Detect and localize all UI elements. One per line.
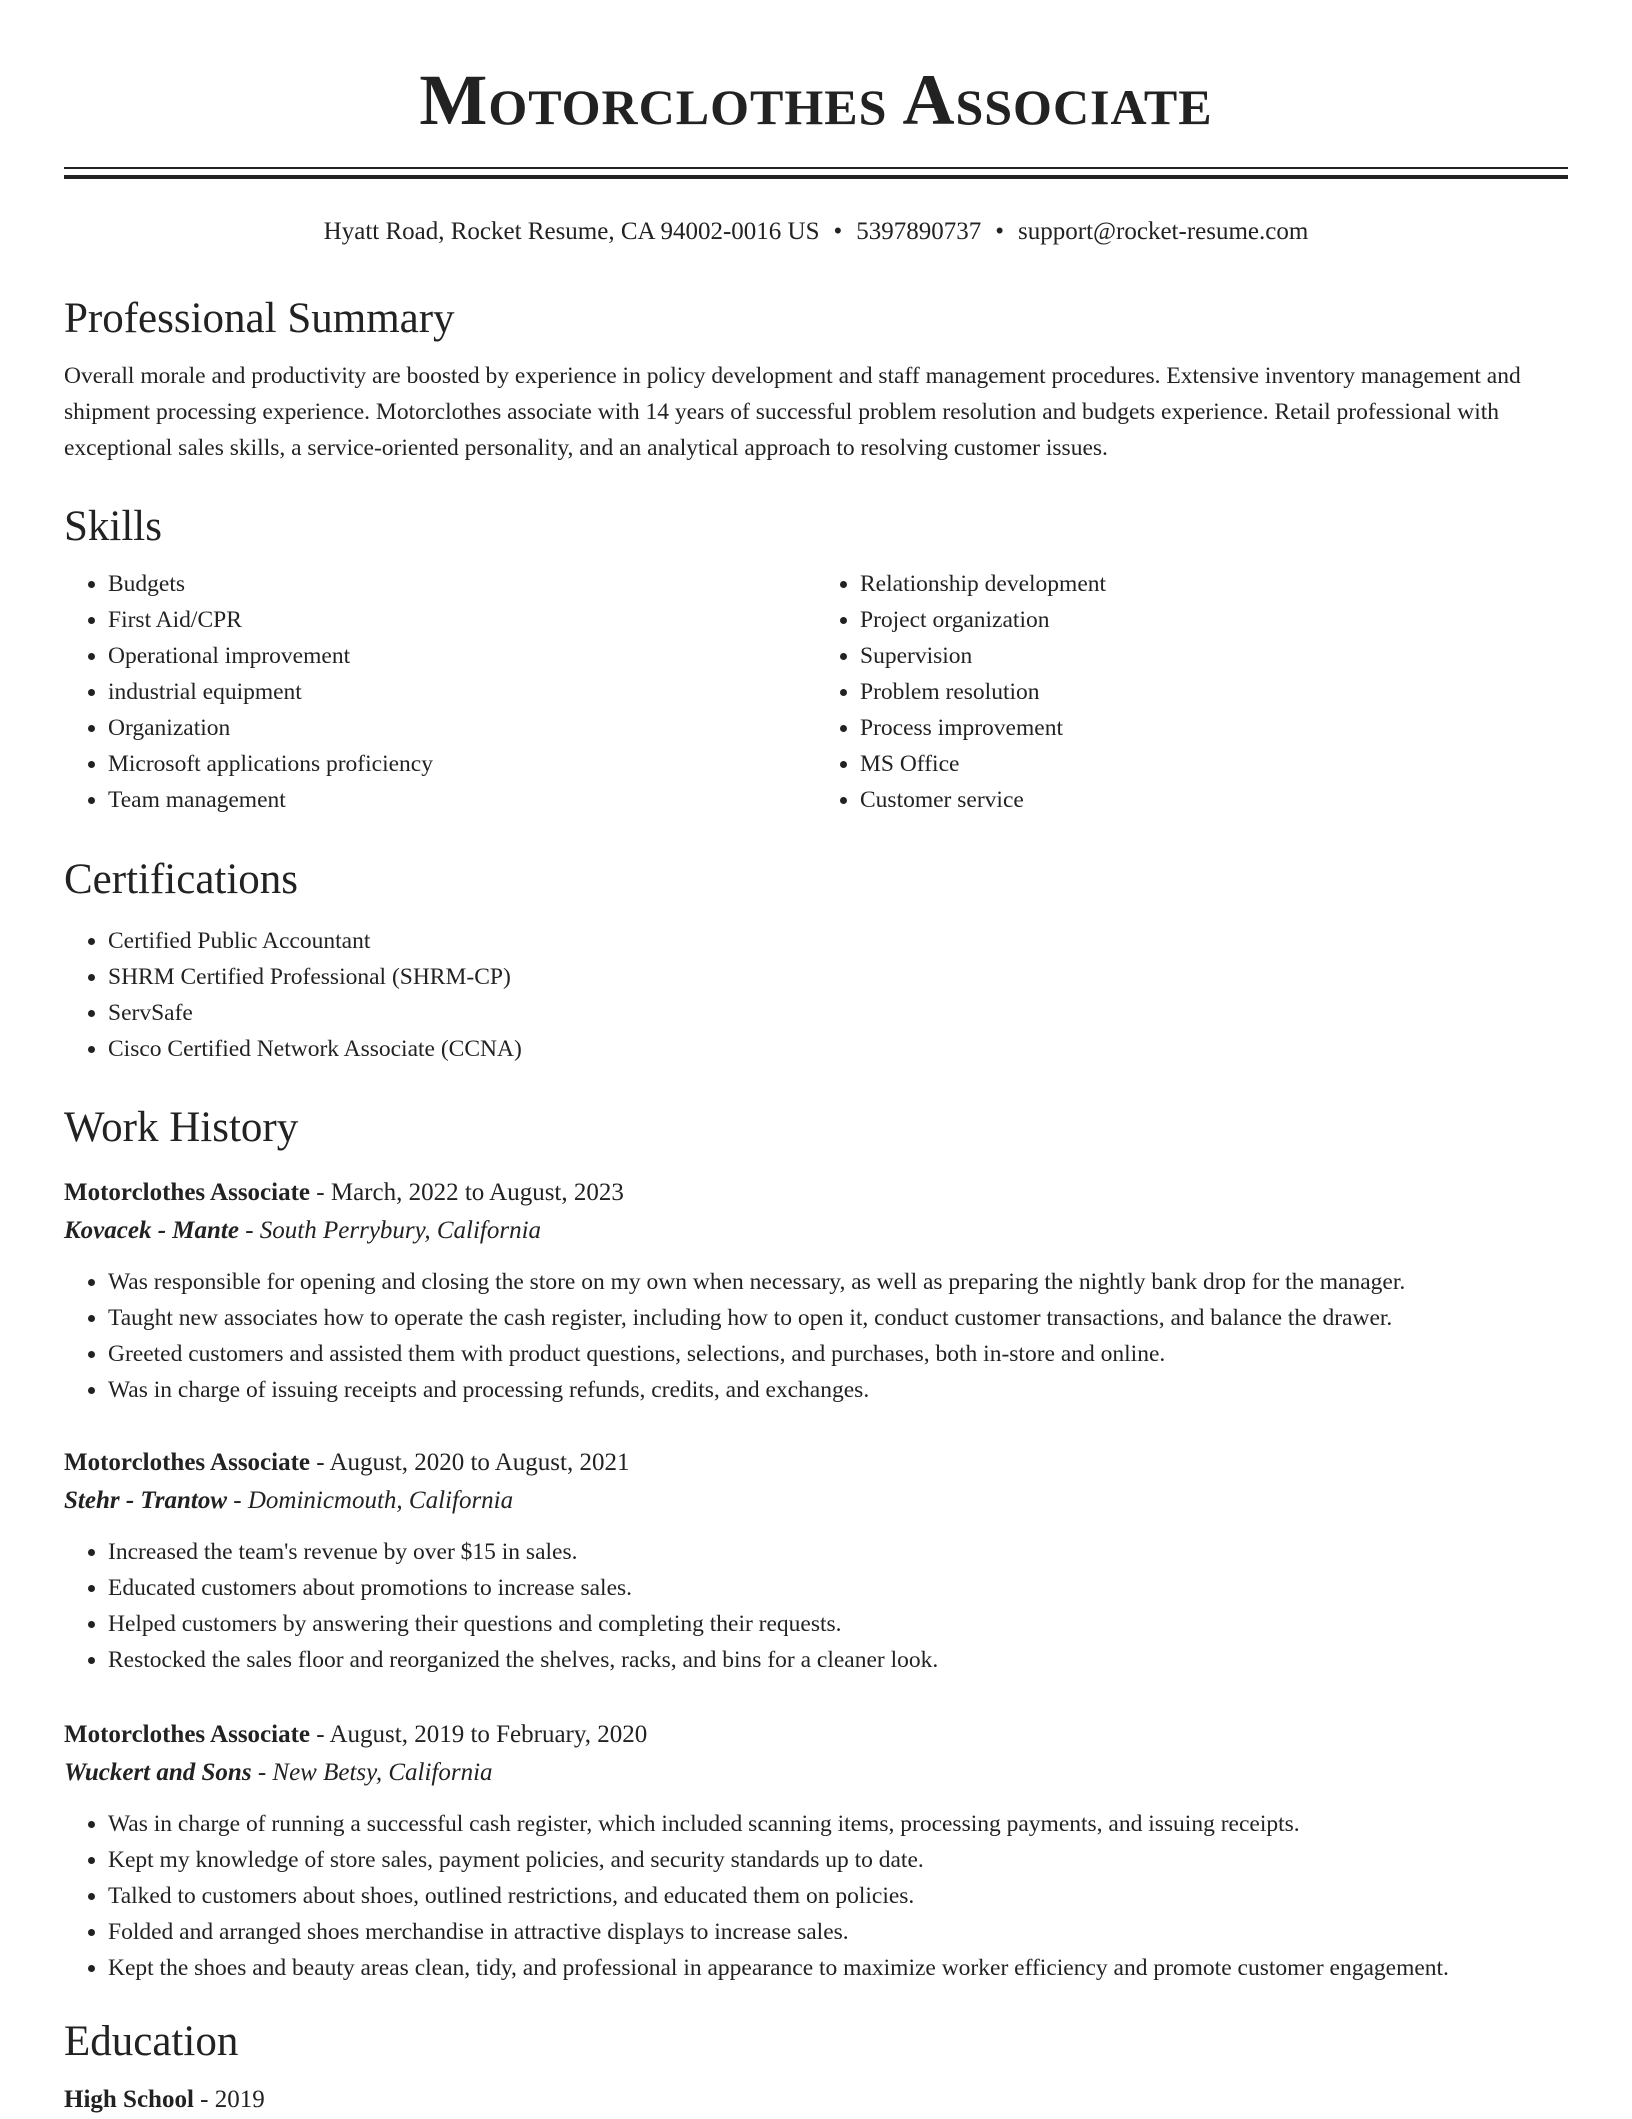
certification-item: • SHRM Certified Professional (SHRM-CP) bbox=[108, 959, 1568, 995]
job-bullet: • Helped customers by answering their questions and completing their requests. bbox=[108, 1606, 1568, 1642]
job-bullet: • Was in charge of issuing receipts and processing refunds, credits, and exchanges. bbox=[108, 1372, 1568, 1408]
education-section bbox=[64, 2017, 1568, 2119]
education-heading: Education bbox=[64, 2018, 239, 2065]
job-title-line bbox=[64, 1716, 1568, 1754]
job-company: Kovacek - Mante bbox=[64, 1217, 239, 1244]
job-dates: - March, 2022 to August, 2023 bbox=[310, 1179, 624, 1206]
certification-item: • Cisco Certified Network Associate (CCNA) bbox=[108, 1031, 1568, 1067]
job-bullets bbox=[64, 1264, 1568, 1408]
job-bullet: • Taught new associates how to operate the cash register, including how to open it, conduct customer transactions, and balance the drawer. bbox=[108, 1300, 1568, 1336]
job-title-line bbox=[64, 1174, 1568, 1212]
contact-separator: • bbox=[995, 218, 1005, 245]
header-rule-thin bbox=[64, 167, 1568, 169]
job-entry bbox=[64, 1716, 1568, 1986]
job-title: Motorclothes Associate bbox=[64, 1449, 311, 1476]
skill-item: • Process improvement bbox=[860, 710, 1568, 746]
contact-line bbox=[0, 214, 1632, 250]
job-title: Motorclothes Associate bbox=[64, 1721, 311, 1748]
job-company-line bbox=[64, 1212, 1568, 1250]
job-bullets bbox=[64, 1806, 1568, 1986]
contact-separator: • bbox=[833, 218, 843, 245]
education-year: - 2019 bbox=[193, 2086, 265, 2113]
job-dates: - August, 2019 to February, 2020 bbox=[310, 1721, 648, 1748]
skills-list-left bbox=[64, 566, 816, 818]
contact-phone: 5397890737 bbox=[856, 218, 982, 245]
skill-item: • Relationship development bbox=[860, 566, 1568, 602]
job-bullet: • Educated customers about promotions to increase sales. bbox=[108, 1570, 1568, 1606]
job-bullets bbox=[64, 1534, 1568, 1678]
skill-item: • Microsoft applications proficiency bbox=[108, 746, 816, 782]
job-bullet: • Was responsible for opening and closing the store on my own when necessary, as well as preparing the nightly bank drop for the manager. bbox=[108, 1264, 1568, 1300]
skill-item: • industrial equipment bbox=[108, 674, 816, 710]
job-bullet: • Talked to customers about shoes, outlined restrictions, and educated them on policies. bbox=[108, 1878, 1568, 1914]
contact-email: support@rocket-resume.com bbox=[1018, 218, 1309, 245]
job-title-line bbox=[64, 1444, 1568, 1482]
skill-item: • Organization bbox=[108, 710, 816, 746]
certification-item: • Certified Public Accountant bbox=[108, 923, 1568, 959]
job-company: Stehr - Trantow bbox=[64, 1487, 228, 1514]
summary-section bbox=[64, 294, 1568, 466]
skills-list-right bbox=[816, 566, 1568, 818]
job-location: - South Perrybury, California bbox=[238, 1217, 542, 1244]
skills-columns bbox=[64, 566, 1568, 818]
skill-item: • Team management bbox=[108, 782, 816, 818]
skill-item: • Project organization bbox=[860, 602, 1568, 638]
skill-item: • Operational improvement bbox=[108, 638, 816, 674]
job-bullet: • Restocked the sales floor and reorganized the shelves, racks, and bins for a cleaner look. bbox=[108, 1642, 1568, 1678]
skill-item: • Problem resolution bbox=[860, 674, 1568, 710]
education-degree: High School bbox=[64, 2086, 194, 2113]
job-entry bbox=[64, 1444, 1568, 1678]
job-bullet: • Folded and arranged shoes merchandise in attractive displays to increase sales. bbox=[108, 1914, 1568, 1950]
job-bullet: • Kept the shoes and beauty areas clean, tidy, and professional in appearance to maximize worker efficiency and promote customer engagement. bbox=[108, 1950, 1568, 1986]
summary-heading: Professional Summary bbox=[64, 295, 455, 342]
header-rule-thick bbox=[64, 175, 1568, 179]
job-entry bbox=[64, 1174, 1568, 1408]
skill-item: • First Aid/CPR bbox=[108, 602, 816, 638]
certifications-list bbox=[64, 923, 1568, 1067]
job-location: - New Betsy, California bbox=[251, 1759, 493, 1786]
certifications-heading: Certifications bbox=[64, 856, 299, 903]
work-history-heading: Work History bbox=[64, 1104, 299, 1151]
resume-name: Motorclothes Associate bbox=[419, 60, 1213, 140]
job-dates: - August, 2020 to August, 2021 bbox=[310, 1449, 630, 1476]
skills-heading: Skills bbox=[64, 503, 162, 550]
job-company-line bbox=[64, 1482, 1568, 1520]
certification-item: • ServSafe bbox=[108, 995, 1568, 1031]
skill-item: • Budgets bbox=[108, 566, 816, 602]
certifications-section bbox=[64, 855, 1568, 1067]
work-history-section bbox=[64, 1103, 1568, 1153]
job-company: Wuckert and Sons bbox=[64, 1759, 252, 1786]
skill-item: • Supervision bbox=[860, 638, 1568, 674]
job-bullet: • Increased the team's revenue by over $15 in sales. bbox=[108, 1534, 1568, 1570]
skill-item: • MS Office bbox=[860, 746, 1568, 782]
job-bullet: • Kept my knowledge of store sales, payment policies, and security standards up to date. bbox=[108, 1842, 1568, 1878]
job-location: - Dominicmouth, California bbox=[227, 1487, 514, 1514]
skill-item: • Customer service bbox=[860, 782, 1568, 818]
skills-section bbox=[64, 502, 1568, 818]
education-entry bbox=[64, 2081, 1568, 2119]
contact-address: Hyatt Road, Rocket Resume, CA 94002-0016 US bbox=[323, 218, 820, 245]
job-title: Motorclothes Associate bbox=[64, 1179, 311, 1206]
summary-text: Overall morale and productivity are boosted by experience in policy development and staff management procedures. Extensive inventory management and shipment processing experience. Motorclothes associate with 14 years of successful problem resolution and budgets experience. Retail professional with exceptional sales skills, a service-oriented personality, and an analytical approach to resolving customer issues. bbox=[64, 363, 1521, 461]
job-bullet: • Greeted customers and assisted them with product questions, selections, and purchases, both in-store and online. bbox=[108, 1336, 1568, 1372]
job-bullet: • Was in charge of running a successful cash register, which included scanning items, processing payments, and issuing receipts. bbox=[108, 1806, 1568, 1842]
job-company-line bbox=[64, 1754, 1568, 1792]
